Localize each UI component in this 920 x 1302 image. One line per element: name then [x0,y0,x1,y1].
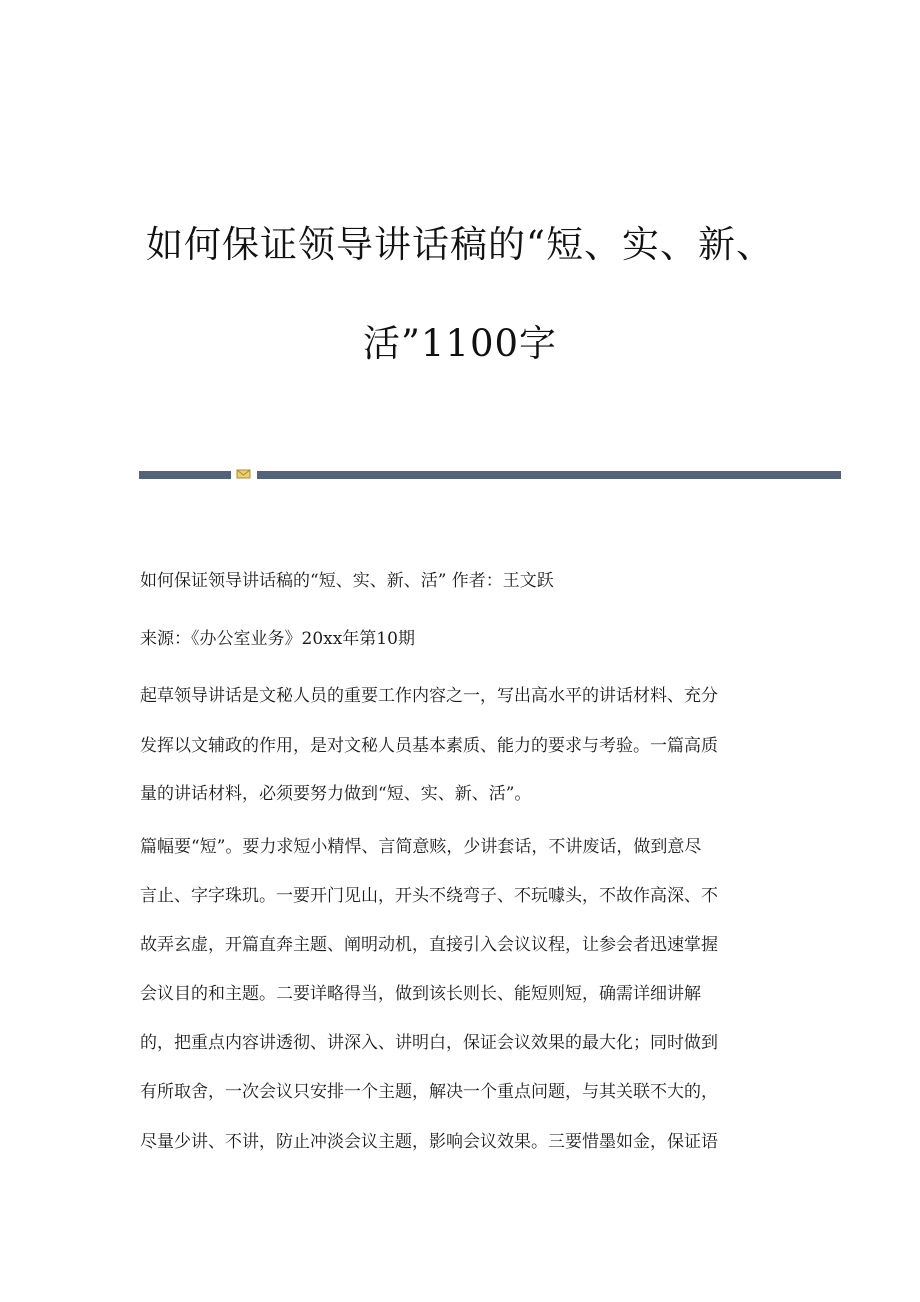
paragraph-line: 的，把重点内容讲透彻、讲深入、讲明白，保证会议效果的最大化；同时做到 [140,1033,718,1053]
paragraph-line: 会议目的和主题。二要详略得当，做到该长则长、能短则短，确需详细讲解 [140,984,701,1004]
paragraph-line: 尽量少讲、不讲，防止冲淡会议主题，影响会议效果。三要惜墨如金，保证语 [140,1132,718,1152]
paragraph-line: 量的讲话材料，必须要努力做到“短、实、新、活”。 [140,784,532,804]
paragraph-line: 篇幅要“短”。要力求短小精悍、言简意赅，少讲套话，不讲废话，做到意尽 [140,837,702,857]
paragraph-line: 起草领导讲话是文秘人员的重要工作内容之一，写出高水平的讲话材料、充分 [140,686,718,706]
title-line-2: 活”1100字 [362,322,558,365]
title-line-1: 如何保证领导讲话稿的“短、实、新、 [146,223,774,266]
source-line: 来源：《办公室业务》20xx年第10期 [140,629,415,649]
divider-ornament-icon [236,467,251,480]
title-divider-right [257,471,841,479]
paragraph-line: 故弄玄虚，开篇直奔主题、阐明动机，直接引入会议议程，让参会者迅速掌握 [140,935,718,955]
paragraph-line: 言止、字字珠玑。一要开门见山，开头不绕弯子、不玩噱头，不故作高深、不 [140,886,718,906]
paragraph-line: 发挥以文辅政的作用，是对文秘人员基本素质、能力的要求与考验。一篇高质 [140,736,718,756]
article-header-line: 如何保证领导讲话稿的“短、实、新、活” 作者：王文跃 [140,571,554,591]
paragraph-line: 有所取舍，一次会议只安排一个主题，解决一个重点问题，与其关联不大的， [140,1082,718,1102]
title-divider-left [139,471,231,479]
